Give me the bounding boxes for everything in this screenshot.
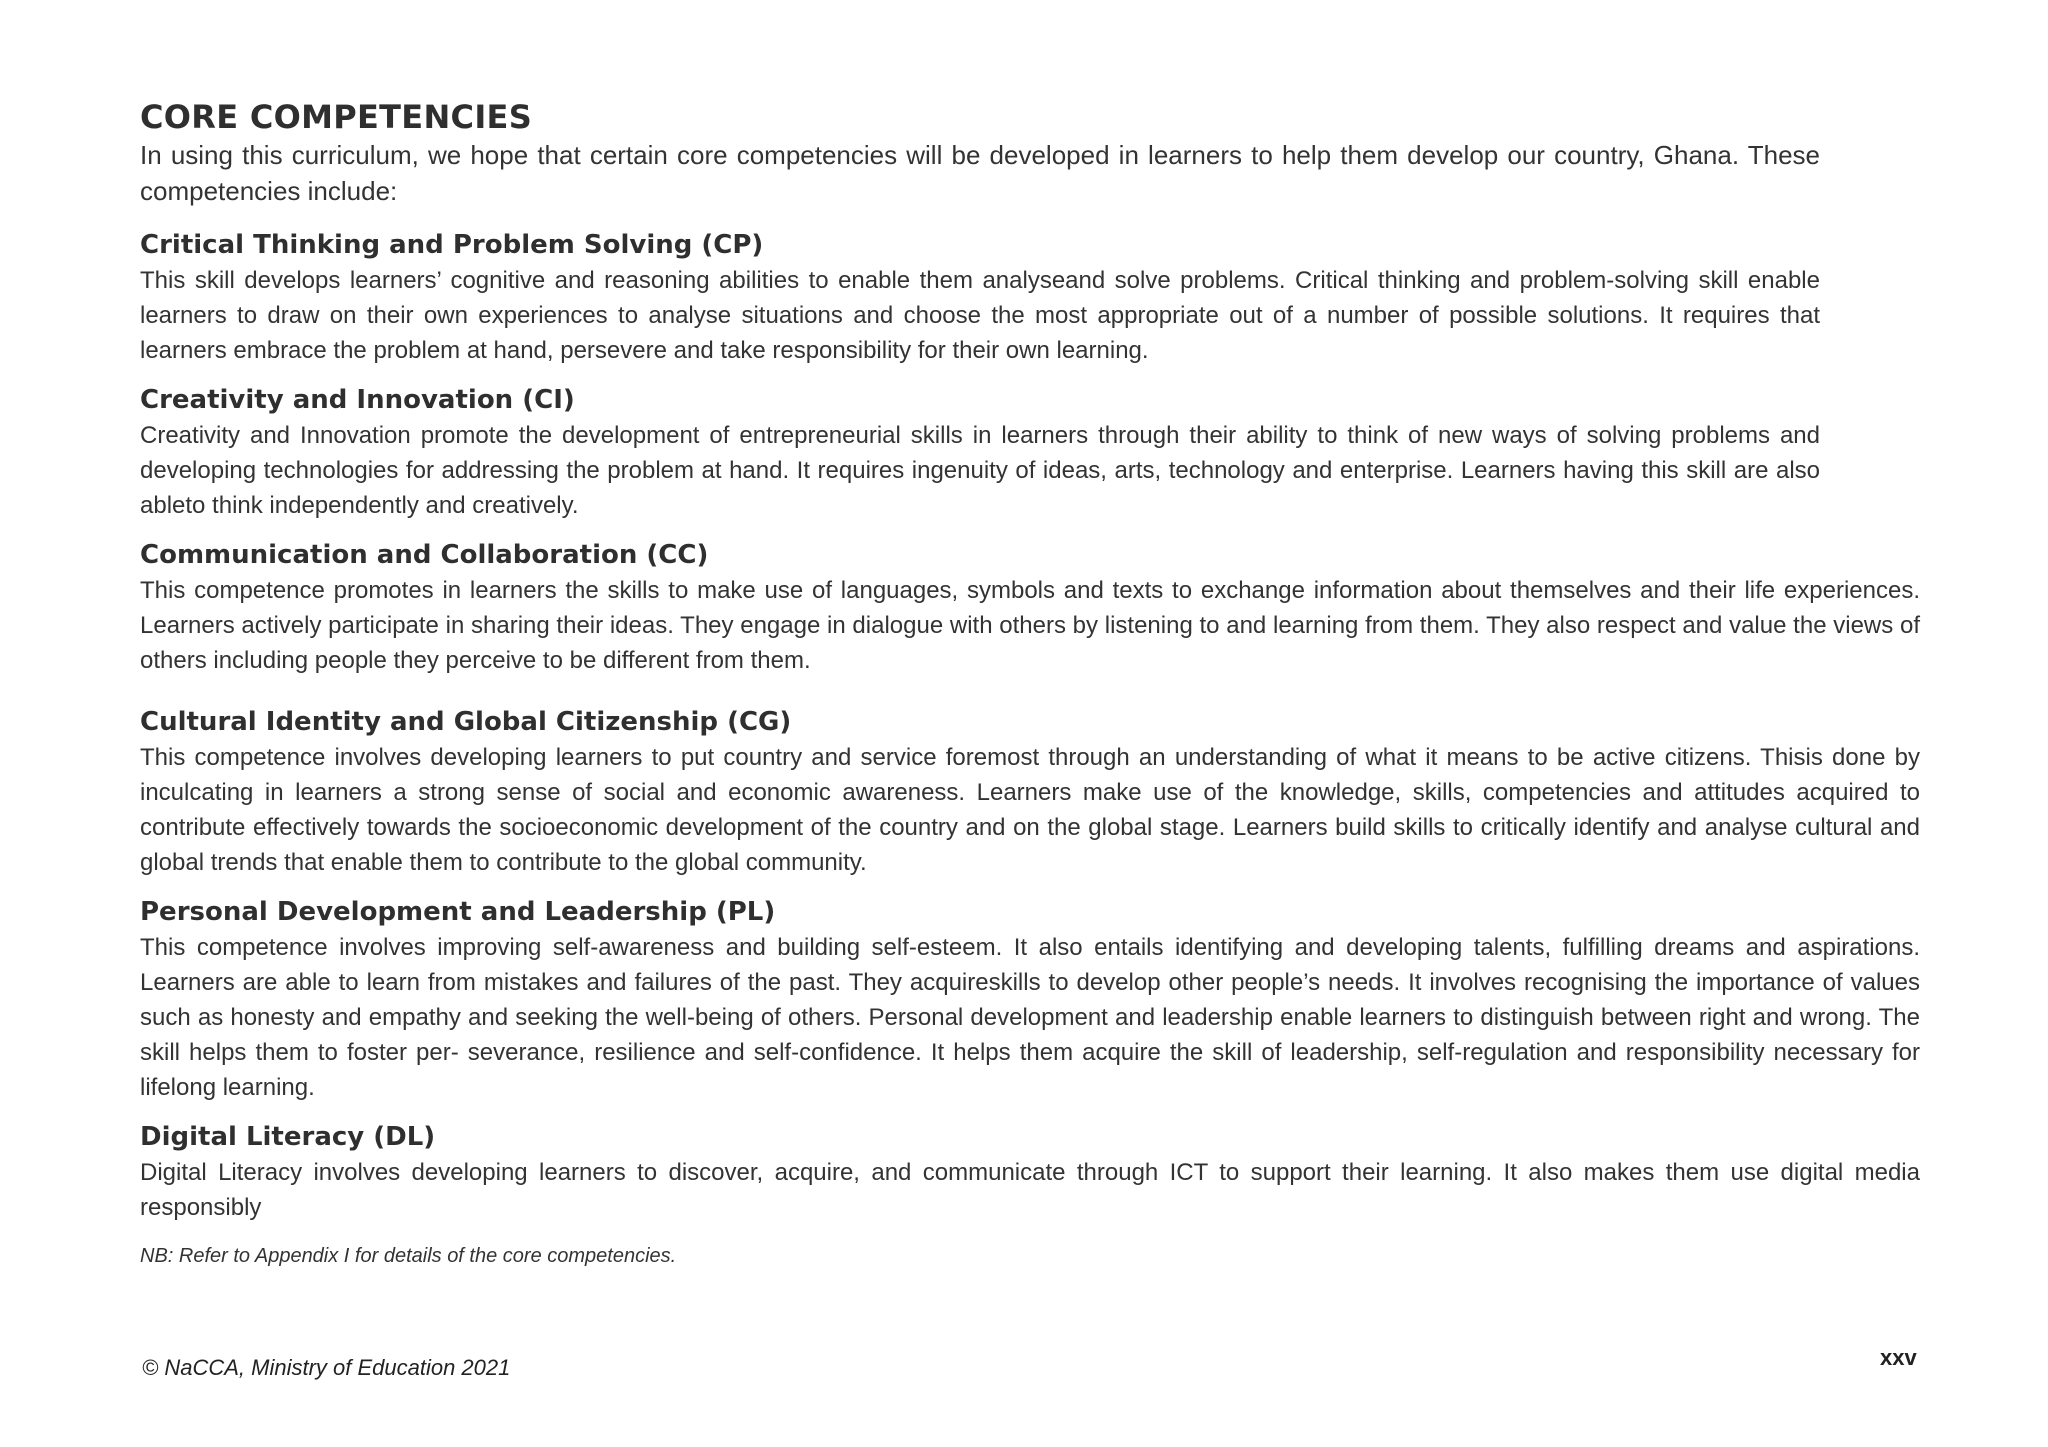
section-creativity	[140, 382, 1920, 523]
section-body: Digital Literacy involves developing learners to discover, acquire, and communicate through ICT to support their learning. It also makes them use digital media responsibly	[140, 1159, 1920, 1222]
section-heading: Creativity and Innovation (CI)	[140, 385, 575, 416]
section-body: This competence promotes in learners the skills to make use of languages, symbols and texts to exchange information about themselves and their life experiences. Learners actively participate in sharing their ideas. They engage in dialogue with others by listening to and learning from them. They also respect and value the views of others including people they perceive to be different from them.	[140, 577, 1920, 675]
document-page	[140, 100, 1920, 1268]
intro-paragraph: In using this curriculum, we hope that certain core competencies will be developed in learners to help them develop our country, Ghana. These competencies include:	[140, 140, 1820, 207]
appendix-note: NB: Refer to Appendix I for details of the core competencies.	[140, 1245, 677, 1268]
section-body: Creativity and Innovation promote the development of entrepreneurial skills in learners through their ability to think of new ways of solving problems and developing technologies for addressing the problem at hand. It requires ingenuity of ideas, arts, technology and enterprise. Learners having this skill are also ableto think independently and creatively.	[140, 422, 1820, 520]
section-critical-thinking	[140, 227, 1920, 368]
section-heading: Cultural Identity and Global Citizenship (CG)	[140, 707, 792, 738]
section-body: This competence involves developing learners to put country and service foremost through an understanding of what it means to be active citizens. Thisis done by inculcating in learners a strong sense of social and economic awareness. Learners make use of the knowledge, skills, competencies and attitudes acquired to contribute effectively towards the socioeconomic development of the country and on the global stage. Learners build skills to critically identify and analyse cultural and global trends that enable them to contribute to the global community.	[140, 744, 1920, 877]
section-cultural-identity	[140, 704, 1920, 880]
page-title: CORE COMPETENCIES	[140, 98, 533, 136]
copyright-footer: © NaCCA, Ministry of Education 2021	[142, 1355, 511, 1380]
section-communication	[140, 537, 1920, 678]
section-digital-literacy	[140, 1119, 1920, 1225]
page-number: xxv	[1880, 1345, 1917, 1370]
section-heading: Communication and Collaboration (CC)	[140, 540, 709, 571]
section-body: This skill develops learners’ cognitive and reasoning abilities to enable them analyseand solve problems. Critical thinking and problem-solving skill enable learners to draw on their own experiences to analyse situations and choose the most appropriate out of a number of possible solutions. It requires that learners embrace the problem at hand, persevere and take responsibility for their own learning.	[140, 267, 1820, 365]
section-heading: Digital Literacy (DL)	[140, 1122, 436, 1153]
section-heading: Critical Thinking and Problem Solving (CP)	[140, 230, 764, 261]
section-personal-development	[140, 894, 1920, 1105]
section-heading: Personal Development and Leadership (PL)	[140, 897, 776, 928]
section-body: This competence involves improving self-awareness and building self-esteem. It also entails identifying and developing talents, fulfilling dreams and aspirations. Learners are able to learn from mistakes and failures of the past. They acquireskills to develop other people’s needs. It involves recognising the importance of values such as honesty and empathy and seeking the well-being of others. Personal development and leadership enable learners to distinguish between right and wrong. The skill helps them to foster per- severance, resilience and self-confidence. It helps them acquire the skill of leadership, self-regulation and responsibility necessary for lifelong learning.	[140, 934, 1920, 1102]
